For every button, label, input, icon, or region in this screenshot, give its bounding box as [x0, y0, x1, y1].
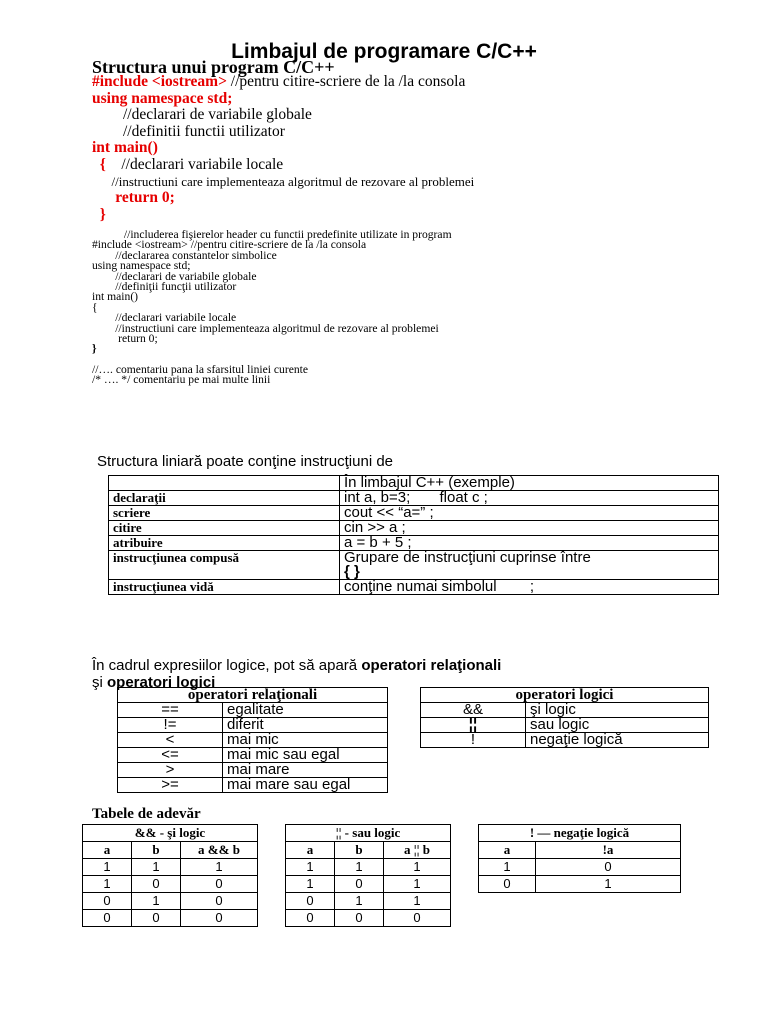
table-cell: 1: [83, 876, 132, 893]
truth-table-not: [478, 824, 681, 893]
code-line: using namespace std;: [92, 89, 233, 107]
table-cell: int a, b=3; float c ;: [340, 491, 719, 506]
table-cell: 0: [181, 893, 258, 910]
code-line: { //declarari variabile locale: [92, 155, 284, 173]
table-header: operatori logici: [421, 688, 709, 703]
table-cell: 0: [83, 910, 132, 927]
table-row: [286, 859, 451, 876]
code-line: int main(): [92, 290, 139, 304]
table-cell: 0: [335, 910, 384, 927]
table-cell: declaraţii: [109, 491, 340, 506]
code-line: int main(): [92, 139, 158, 157]
code-line: //declarari de variabile globale: [92, 106, 312, 124]
table-cell: cout << “a=” ;: [340, 506, 719, 521]
code-line: //instructiuni care implementeaza algoritmul de rezovare al problemei: [92, 321, 439, 335]
table-cell: 1: [479, 859, 536, 876]
table-cell: 0: [83, 893, 132, 910]
table-cell: mai mic: [223, 733, 388, 748]
relational-operators-table: [117, 687, 388, 793]
table-row: [109, 580, 719, 595]
code-line: }: [92, 205, 106, 223]
table-row: [421, 733, 709, 748]
table-cell: diferit: [223, 718, 388, 733]
comment-line: /* …. */ comentariu pe mai multe linii: [92, 373, 271, 387]
table-cell: 0: [181, 910, 258, 927]
table-cell: !=: [118, 718, 223, 733]
table-cell: { }: [340, 565, 719, 580]
linear-intro: Structura liniară poate conţine instrucţiuni de: [97, 453, 394, 470]
table-row: [479, 842, 681, 859]
code-line: return 0;: [92, 189, 175, 207]
table-row: [83, 910, 258, 927]
table-cell: În limbajul C++ (exemple): [340, 476, 719, 491]
code-line: //declarari de variabile globale: [92, 269, 257, 283]
table-cell: !: [421, 733, 526, 748]
table-cell: >: [118, 763, 223, 778]
table-cell: 1: [536, 876, 681, 893]
table-cell: negaţie logică: [526, 733, 709, 748]
truth-tables-heading: Tabele de adevăr: [92, 806, 201, 822]
table-cell: 1: [83, 859, 132, 876]
code-line: //definitii functii utilizator: [92, 122, 285, 140]
table-cell: citire: [109, 521, 340, 536]
table-cell: ==: [118, 703, 223, 718]
code-line: //instructiuni care implementeaza algoritmul de rezovare al problemei: [92, 173, 475, 189]
table-header: ¦¦ - sau logic: [286, 825, 451, 842]
table-cell: [109, 476, 340, 491]
table-cell: a: [286, 842, 335, 859]
linear-structure-table: [108, 475, 719, 595]
table-cell: a ¦¦ b: [384, 842, 451, 859]
table-cell: a = b + 5 ;: [340, 536, 719, 551]
code-line: #include <iostream> //pentru citire-scriere de la /la consola: [92, 238, 367, 252]
code-line: //includerea fişierelor header cu functii predefinite utilizate in program: [92, 228, 452, 241]
code-line: //declararea constantelor simbolice: [92, 248, 277, 262]
table-cell: &&: [421, 703, 526, 718]
comment-line: //…. comentariu pana la sfarsitul liniei curente: [92, 362, 309, 376]
table-cell: 1: [384, 893, 451, 910]
table-row: [83, 859, 258, 876]
code-line: using namespace std;: [92, 259, 191, 273]
table-cell: instrucţiunea vidă: [109, 580, 340, 595]
table-cell: <=: [118, 748, 223, 763]
table-cell: 1: [286, 876, 335, 893]
table-cell: 0: [335, 876, 384, 893]
table-cell: a: [83, 842, 132, 859]
table-cell: b: [335, 842, 384, 859]
code-line: {: [92, 300, 98, 314]
table-cell: 1: [132, 893, 181, 910]
table-row: [479, 859, 681, 876]
table-cell: ¦¦: [421, 718, 526, 733]
table-cell: 1: [335, 859, 384, 876]
truth-table-or: [285, 824, 451, 927]
code-line: return 0;: [92, 332, 158, 346]
table-cell: 0: [132, 910, 181, 927]
structure-heading: Structura unui program C/C++: [92, 57, 335, 77]
table-cell: a && b: [181, 842, 258, 859]
table-cell: 1: [384, 876, 451, 893]
table-cell: 0: [536, 859, 681, 876]
code-line: //definiţii funcţii utilizator: [92, 280, 237, 294]
table-cell: 1: [181, 859, 258, 876]
table-header: && - şi logic: [83, 825, 258, 842]
table-header: ! — negaţie logică: [479, 825, 681, 842]
table-cell: 1: [384, 859, 451, 876]
table-cell: mai mare: [223, 763, 388, 778]
table-row: [479, 876, 681, 893]
table-row: [286, 910, 451, 927]
table-cell: 1: [335, 893, 384, 910]
table-cell: egalitate: [223, 703, 388, 718]
table-row: [286, 825, 451, 842]
table-cell: atribuire: [109, 536, 340, 551]
table-cell: 0: [286, 910, 335, 927]
table-cell: cin >> a ;: [340, 521, 719, 536]
code-line: }: [92, 342, 97, 356]
table-cell: <: [118, 733, 223, 748]
table-row: [118, 778, 388, 793]
code-block-plain: [92, 230, 452, 386]
table-row: [109, 521, 719, 536]
table-cell: 0: [132, 876, 181, 893]
table-cell: sau logic: [526, 718, 709, 733]
logic-intro: În cadrul expresiilor logice, pot să apară operatori relaţionali şi operatori logici: [92, 657, 502, 691]
table-cell: 0: [479, 876, 536, 893]
table-cell: !a: [536, 842, 681, 859]
truth-table-and: [82, 824, 258, 927]
table-cell: 1: [132, 859, 181, 876]
table-row: [286, 893, 451, 910]
table-row: [83, 842, 258, 859]
table-cell: 1: [286, 859, 335, 876]
table-row: [83, 876, 258, 893]
table-header: operatori relaţionali: [118, 688, 388, 703]
table-cell: conţine numai simbolul ;: [340, 580, 719, 595]
page-title: Limbajul de programare C/C++: [231, 40, 537, 63]
table-row: [83, 893, 258, 910]
table-cell: a: [479, 842, 536, 859]
table-cell: >=: [118, 778, 223, 793]
code-block-highlighted: [92, 74, 474, 223]
table-cell: 0: [384, 910, 451, 927]
table-row: [109, 551, 719, 566]
table-row: [286, 876, 451, 893]
code-line: #include <iostream> //pentru citire-scriere de la /la consola: [92, 73, 466, 90]
table-cell: Grupare de instrucţiuni cuprinse între: [340, 551, 719, 566]
table-cell: scriere: [109, 506, 340, 521]
table-cell: instrucţiunea compusă: [109, 551, 340, 566]
logical-operators-table: [420, 687, 709, 748]
table-cell: şi logic: [526, 703, 709, 718]
table-cell: 0: [181, 876, 258, 893]
table-cell: mai mare sau egal: [223, 778, 388, 793]
table-cell: [109, 565, 340, 580]
table-row: [479, 825, 681, 842]
table-row: [286, 842, 451, 859]
table-cell: 0: [286, 893, 335, 910]
code-line: //declarari variabile locale: [92, 311, 237, 325]
table-cell: mai mic sau egal: [223, 748, 388, 763]
table-cell: b: [132, 842, 181, 859]
table-row: [83, 825, 258, 842]
table-row: [109, 506, 719, 521]
